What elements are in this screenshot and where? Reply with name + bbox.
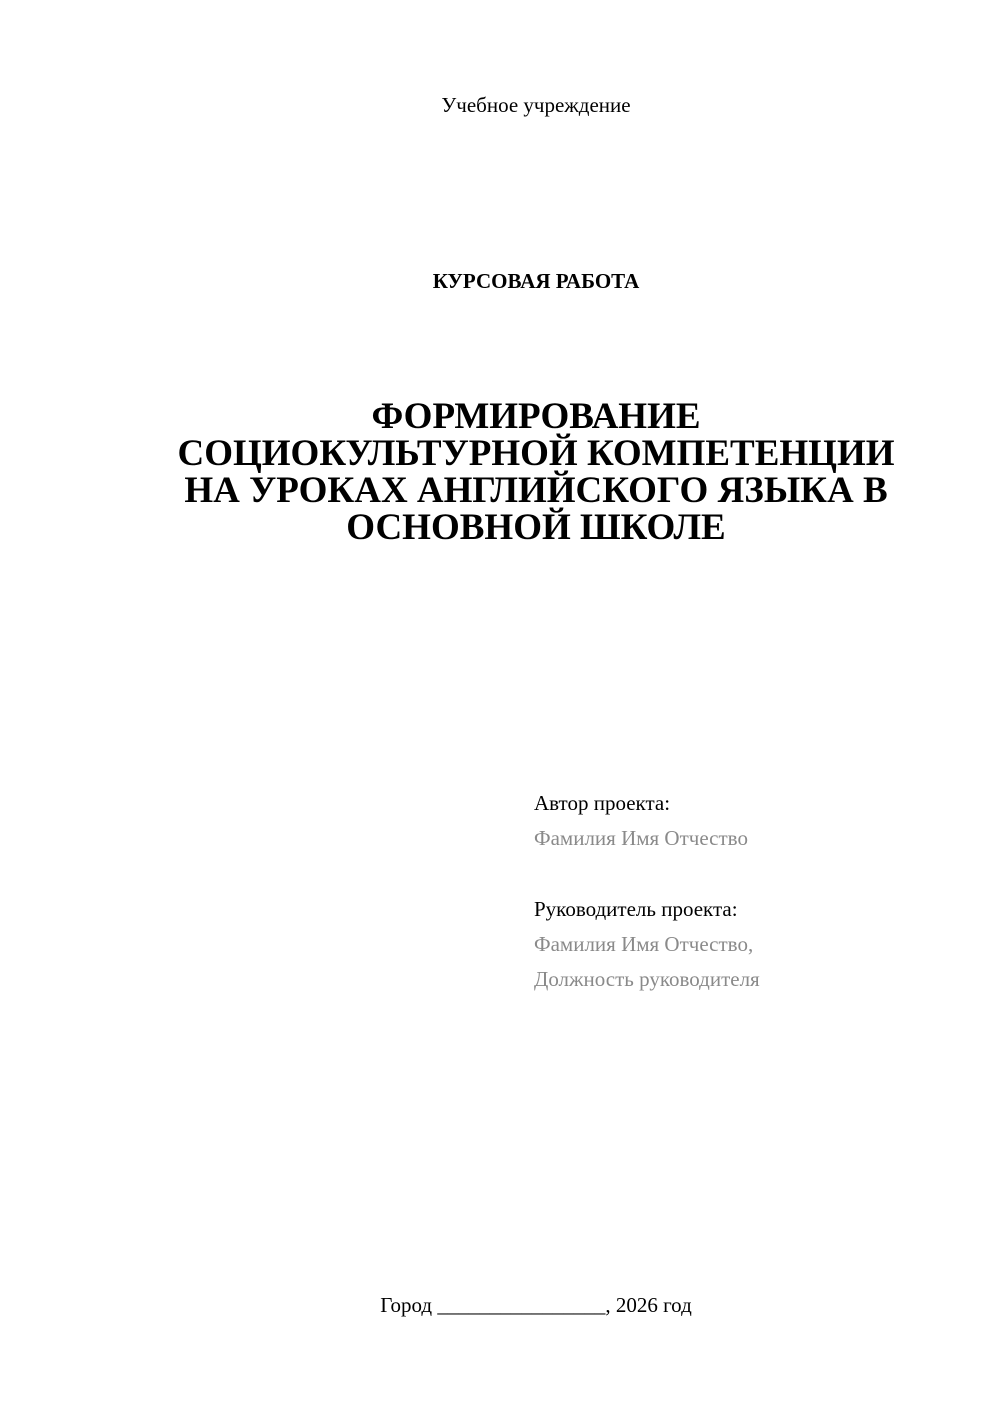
supervisor-name: Фамилия Имя Отчество, (534, 932, 754, 956)
work-title-line: СОЦИОКУЛЬТУРНОЙ КОМПЕТЕНЦИИ (177, 433, 895, 474)
city-year-footer: Город ________________, 2026 год (380, 1293, 692, 1317)
document-type: КУРСОВАЯ РАБОТА (432, 269, 640, 293)
author-name: Фамилия Имя Отчество (534, 826, 748, 850)
work-title-line: ФОРМИРОВАНИЕ (371, 396, 701, 437)
work-title-line: НА УРОКАХ АНГЛИЙСКОГО ЯЗЫКА В (184, 470, 888, 511)
supervisor-block (534, 892, 974, 997)
work-title (130, 398, 942, 546)
work-title-line: ОСНОВНОЙ ШКОЛЕ (346, 507, 726, 548)
supervisor-position: Должность руководителя (534, 967, 760, 991)
author-block (534, 786, 974, 856)
author-label: Автор проекта: (534, 791, 671, 815)
supervisor-label: Руководитель проекта: (534, 897, 738, 921)
institution-name: Учебное учреждение (441, 93, 631, 117)
